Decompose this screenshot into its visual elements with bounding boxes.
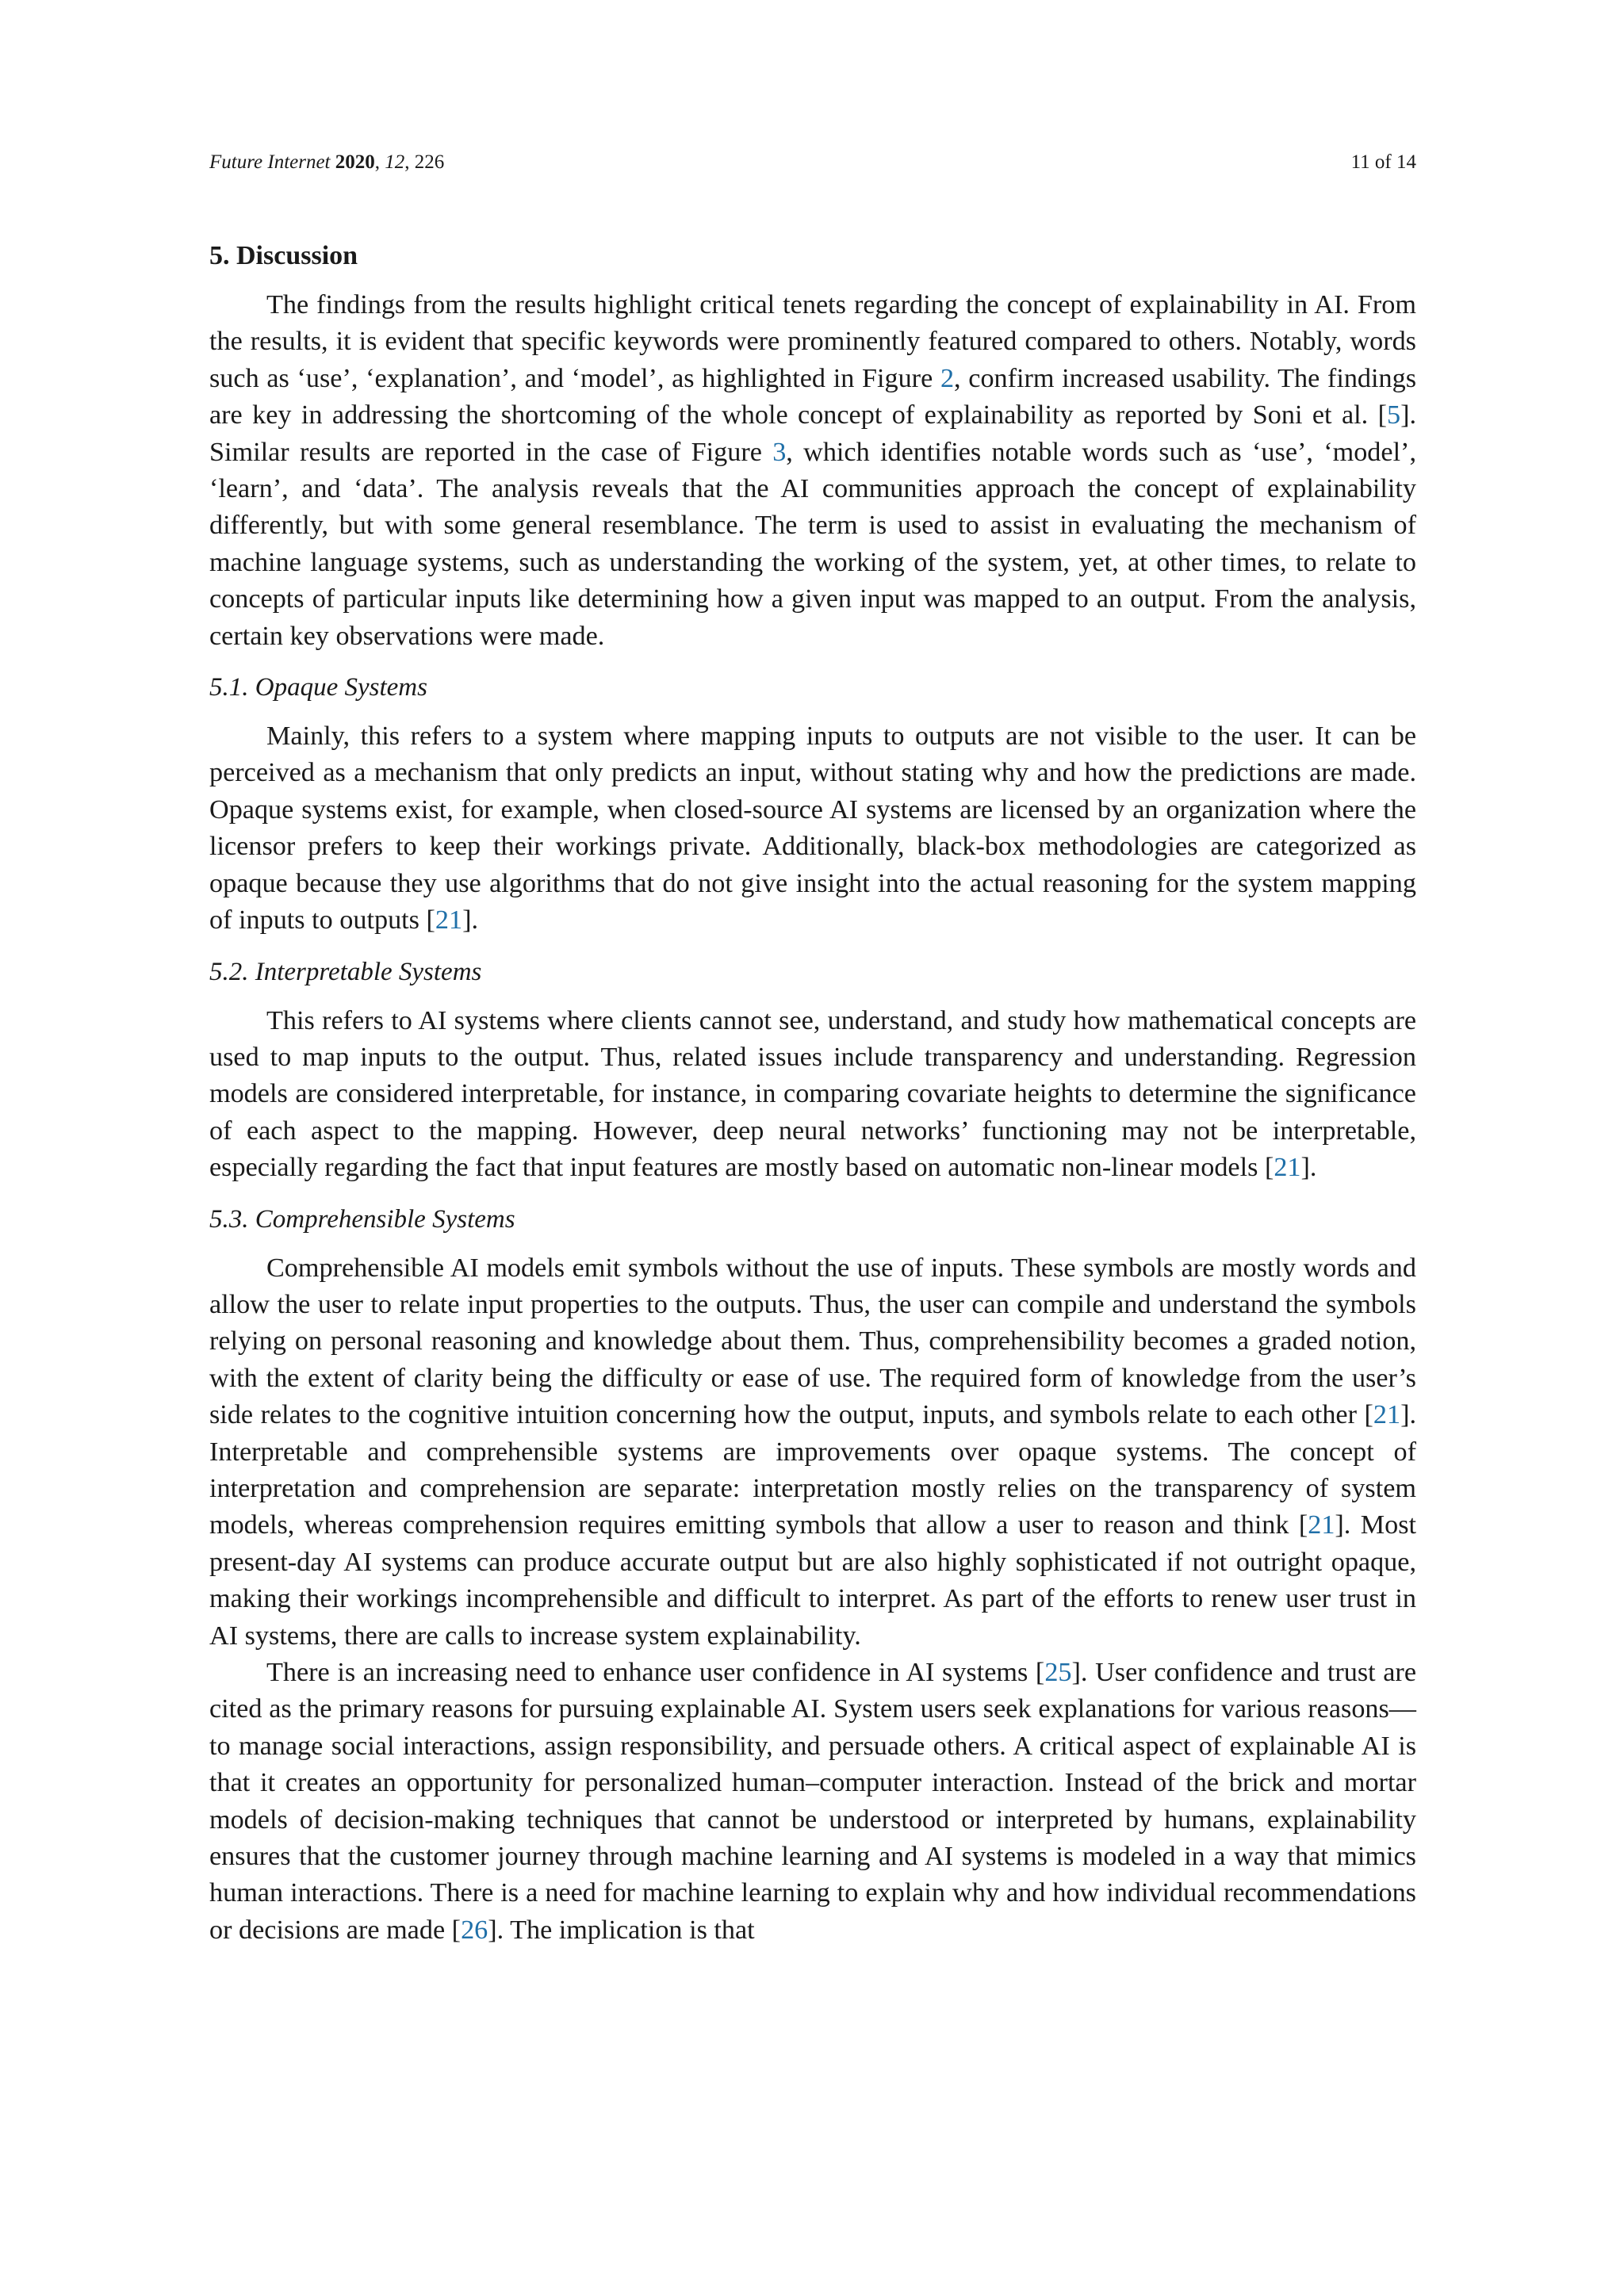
journal-volume: 12 (385, 151, 405, 173)
interpretable-paragraph (209, 1003, 1416, 1187)
body-content (209, 238, 1416, 1949)
figure-2-link[interactable]: 2 (940, 363, 955, 393)
paragraph-text: ]. Similar results are reported in the case of Figure (209, 400, 1416, 467)
article-number: 226 (414, 151, 445, 173)
paragraph-text: There is an increasing need to enhance user confidence in AI systems [ (266, 1658, 1045, 1687)
subsection-heading-interpretable: 5.2. Interpretable Systems (209, 957, 482, 986)
citation-5-link[interactable]: 5 (1386, 400, 1401, 430)
opaque-paragraph (209, 718, 1416, 939)
citation-21-link[interactable]: 21 (1308, 1510, 1335, 1540)
paragraph-text: The findings from the results highlight critical tenets regarding the concept of explainability in AI. From the results, it is evident that specific keywords were prominently featured compared to others. Notably, words such as ‘use’, ‘explanation’, and ‘model’, as highlighted in Figure (209, 290, 1416, 393)
citation-21-link[interactable]: 21 (435, 905, 463, 936)
citation-21-link[interactable]: 21 (1373, 1400, 1401, 1430)
paragraph-text: ]. User confidence and trust are cited as the primary reasons for pursuing explainable AI. System users seek explanations for various reasons—to manage social interactions, assign responsibility, and persuade others. A critical aspect of explainable AI is that it creates an opportunity for personalized human–computer interaction. Instead of the brick and mortar models of decision-making techniques that cannot be understood or interpreted by humans, explainability ensures that the customer journey through machine learning and AI systems is modeled in a way that mimics human interactions. There is a need for machine learning to explain why and how individual recommendations or decisions are made [ (209, 1658, 1416, 1945)
citation-21-link[interactable]: 21 (1274, 1153, 1301, 1183)
subsection-heading-opaque: 5.1. Opaque Systems (209, 673, 427, 702)
page-number: 11 of 14 (1350, 151, 1416, 173)
paragraph-text: ]. (462, 905, 479, 936)
discussion-paragraph (209, 287, 1416, 655)
comprehensible-paragraph-1 (209, 1250, 1416, 1655)
page-header (209, 151, 1416, 174)
citation-25-link[interactable]: 25 (1044, 1658, 1072, 1687)
paragraph-text: ]. (1300, 1153, 1317, 1183)
section-heading (209, 238, 1416, 274)
paragraph-text: Comprehensible AI models emit symbols without the use of inputs. These symbols are mostly words and allow the user to relate input properties to the outputs. Thus, the user can compile and understand the symbols relying on personal reasoning and knowledge about them. Thus, comprehensibility becomes a graded notion, with the extent of clarity being the difficulty or ease of use. The required form of knowledge from the user’s side relates to the cognitive intuition concerning how the output, inputs, and symbols relate to each other [ (209, 1253, 1416, 1430)
journal-year: 2020 (335, 151, 375, 173)
section-title: Discussion (236, 241, 358, 270)
paragraph-text: ]. The implication is that (488, 1915, 755, 1945)
journal-citation: Future Internet 2020, 12, 226 (209, 151, 445, 173)
subsection-heading-comprehensible: 5.3. Comprehensible Systems (209, 1204, 515, 1234)
section-number: 5. (209, 241, 230, 270)
paragraph-text: , confirm increased usability. The findings are key in addressing the shortcoming of the whole concept of explainability as reported by Soni et al. [ (209, 363, 1416, 430)
paragraph-text: ]. Most present-day AI systems can produce accurate output but are also highly sophisticated if not outright opaque, making their workings incomprehensible and difficult to interpret. As part of the efforts to renew user trust in AI systems, there are calls to increase system explainability. (209, 1510, 1416, 1651)
paragraph-text: , which identifies notable words such as ‘use’, ‘model’, ‘learn’, and ‘data’. The analysis reveals that the AI communities approach the concept of explainability differently, but with some general resemblance. The term is used to assist in evaluating the mechanism of machine language systems, such as understanding the working of the system, yet, at other times, to relate to concepts of particular inputs like determining how a given input was mapped to an output. From the analysis, certain key observations were made. (209, 437, 1416, 651)
citation-26-link[interactable]: 26 (461, 1915, 488, 1945)
figure-3-link[interactable]: 3 (772, 437, 787, 467)
paragraph-text: Mainly, this refers to a system where mapping inputs to outputs are not visible to the user. It can be perceived as a mechanism that only predicts an input, without stating why and how the predictions are made. Opaque systems exist, for example, when closed-source AI systems are licensed by an organization where the licensor prefers to keep their workings private. Additionally, black-box methodologies are categorized as opaque because they use algorithms that do not give insight into the actual reasoning for the system mapping of inputs to outputs [ (209, 721, 1416, 936)
comprehensible-paragraph-2 (209, 1655, 1416, 1949)
paragraph-text: This refers to AI systems where clients cannot see, understand, and study how mathematical concepts are used to map inputs to the output. Thus, related issues include transparency and understanding. Regression models are considered interpretable, for instance, in comparing covariate heights to determine the significance of each aspect to the mapping. However, deep neural networks’ functioning may not be interpretable, especially regarding the fact that input features are mostly based on automatic non-linear models [ (209, 1005, 1416, 1183)
journal-name: Future Internet (209, 151, 331, 173)
paragraph-text: ]. Interpretable and comprehensible systems are improvements over opaque systems. The concept of interpretation and comprehension are separate: interpretation mostly relies on the transparency of system models, whereas comprehension requires emitting symbols that allow a user to reason and think [ (209, 1400, 1416, 1540)
